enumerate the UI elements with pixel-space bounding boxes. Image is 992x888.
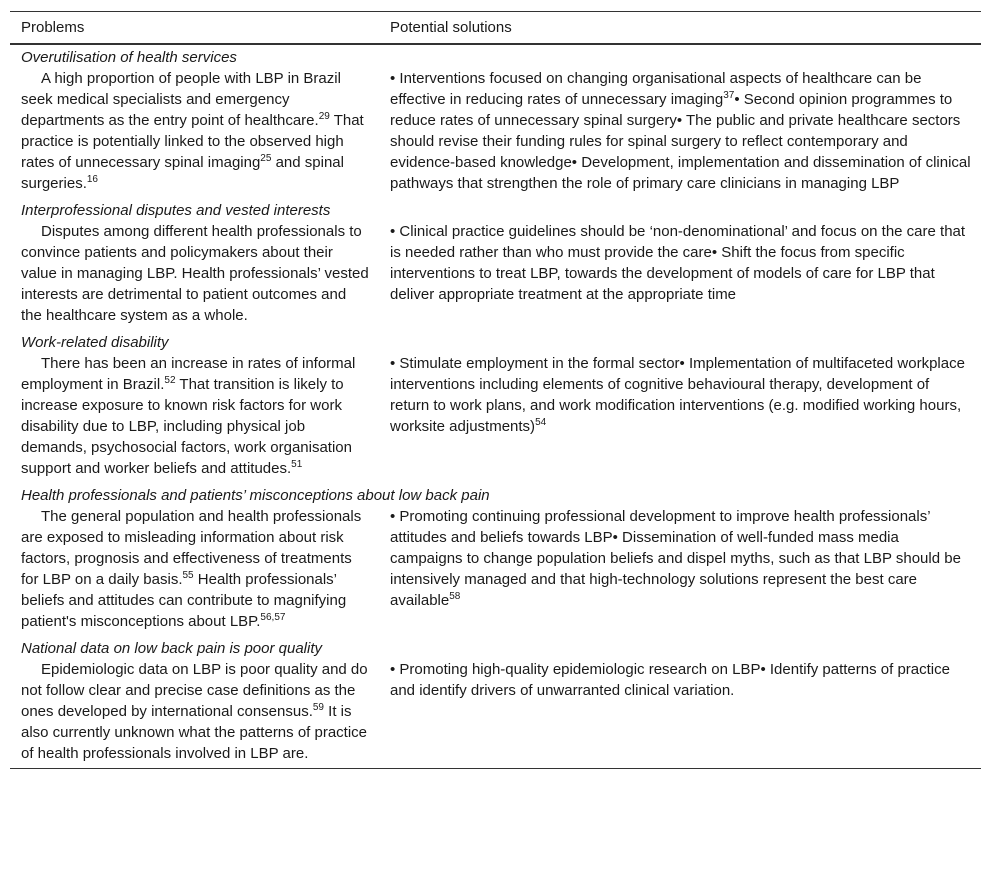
solution-cell <box>379 659 981 769</box>
problems-solutions-table <box>10 11 981 769</box>
header-problems: Problems <box>10 12 379 45</box>
text-fragment: • Promoting continuing professional development to improve health professionals’ attitudes and beliefs towards LBP• Dissemination of well-funded mass media campaigns to change population beliefs and dispel myths, such as that LBP should be intensively managed and that high-technology solutions represent the best care available <box>390 508 961 609</box>
solution-cell <box>379 221 981 330</box>
section-title: National data on low back pain is poor quality <box>21 640 323 657</box>
reference-superscript: 16 <box>86 174 98 185</box>
problem-cell <box>10 221 379 330</box>
problem-cell <box>10 506 379 636</box>
section-header-row <box>10 483 981 506</box>
section-title: Interprofessional disputes and vested interests <box>21 202 331 219</box>
header-solutions: Potential solutions <box>379 12 981 45</box>
solution-cell <box>379 353 981 483</box>
table-row <box>10 353 981 483</box>
problem-cell <box>10 353 379 483</box>
reference-superscript: 56,57 <box>260 612 286 623</box>
table-row <box>10 221 981 330</box>
solution-cell <box>379 68 981 198</box>
text-fragment: Health professionals’ beliefs and attitudes can contribute to magnifying patient's misconceptions about LBP. <box>21 571 347 630</box>
text-fragment: Disputes among different health professionals to convince patients and policymakers about their value in managing LBP. Health professionals’ vested interests are detrimental to patient outcomes and the healthcare system as a whole. <box>21 223 369 324</box>
text-fragment: • Second opinion programmes to reduce rates of unnecessary spinal surgery• The public and private healthcare sectors should revise their funding rules for spinal surgery to reflect contemporary and evidence-based knowledge• Development, implementation and dissemination of clinical pathways that strengthen the role of primary care clinicians in managing LBP <box>390 91 971 192</box>
section-title: Health professionals and patients’ misconceptions about low back pain <box>21 487 490 504</box>
text-fragment: A high proportion of people with LBP in Brazil seek medical specialists and emergency departments as the entry point of healthcare. <box>21 70 341 129</box>
section-header-row <box>10 198 981 221</box>
reference-superscript: 51 <box>291 459 303 470</box>
text-fragment: Epidemiologic data on LBP is poor quality and do not follow clear and precise case definitions as the ones developed by international consensus. <box>21 661 368 720</box>
section-header-row <box>10 330 981 353</box>
text-fragment: It is also currently unknown what the patterns of practice of health professionals involved in LBP are. <box>21 703 368 762</box>
table-row <box>10 659 981 769</box>
text-fragment: That practice is potentially linked to the observed high rates of unnecessary spinal imaging <box>21 112 364 171</box>
section-title: Overutilisation of health services <box>21 49 237 66</box>
table-body <box>10 44 981 769</box>
text-fragment: • Interventions focused on changing organisational aspects of healthcare can be effective in reducing rates of unnecessary imaging <box>390 70 922 108</box>
reference-superscript: 52 <box>164 375 176 386</box>
problems-solutions-table-container <box>10 11 981 769</box>
section-header-row <box>10 636 981 659</box>
table-row <box>10 68 981 198</box>
reference-superscript: 58 <box>449 591 461 602</box>
text-fragment: That transition is likely to increase exposure to known risk factors for work disability due to LBP, including physical job demands, psychosocial factors, work organisation support and worker beliefs and attitudes. <box>21 376 352 477</box>
section-title: Work-related disability <box>21 334 169 351</box>
reference-superscript: 37 <box>723 90 735 101</box>
table-row <box>10 506 981 636</box>
text-fragment: • Promoting high-quality epidemiologic research on LBP• Identify patterns of practice and identify drivers of unwarranted clinical variation. <box>390 661 950 699</box>
text-fragment: and spinal surgeries. <box>21 154 344 192</box>
text-fragment: The general population and health professionals are exposed to misleading information about risk factors, prognosis and effectiveness of treatments for LBP on a daily basis. <box>21 508 362 588</box>
solution-cell <box>379 506 981 636</box>
problem-cell <box>10 659 379 769</box>
text-fragment: • Clinical practice guidelines should be ‘non-denominational’ and focus on the care that is needed rather than who must provide the care• Shift the focus from specific interventions to treat LBP, towards the development of models of care for LBP that deliver appropriate treatment at the appropriate time <box>390 223 966 303</box>
reference-superscript: 29 <box>318 111 330 122</box>
reference-superscript: 54 <box>535 417 547 428</box>
section-header-row <box>10 44 981 68</box>
reference-superscript: 55 <box>182 570 194 581</box>
text-fragment: There has been an increase in rates of informal employment in Brazil. <box>21 355 356 393</box>
table-header <box>10 12 981 45</box>
problem-cell <box>10 68 379 198</box>
text-fragment: • Stimulate employment in the formal sector• Implementation of multifaceted workplace interventions including elements of cognitive behavioural therapy, development of return to work plans, and work modification interventions (e.g. modified working hours, worksite adjustments) <box>390 355 965 435</box>
reference-superscript: 25 <box>260 153 272 164</box>
reference-superscript: 59 <box>312 702 324 713</box>
header-row <box>10 12 981 45</box>
